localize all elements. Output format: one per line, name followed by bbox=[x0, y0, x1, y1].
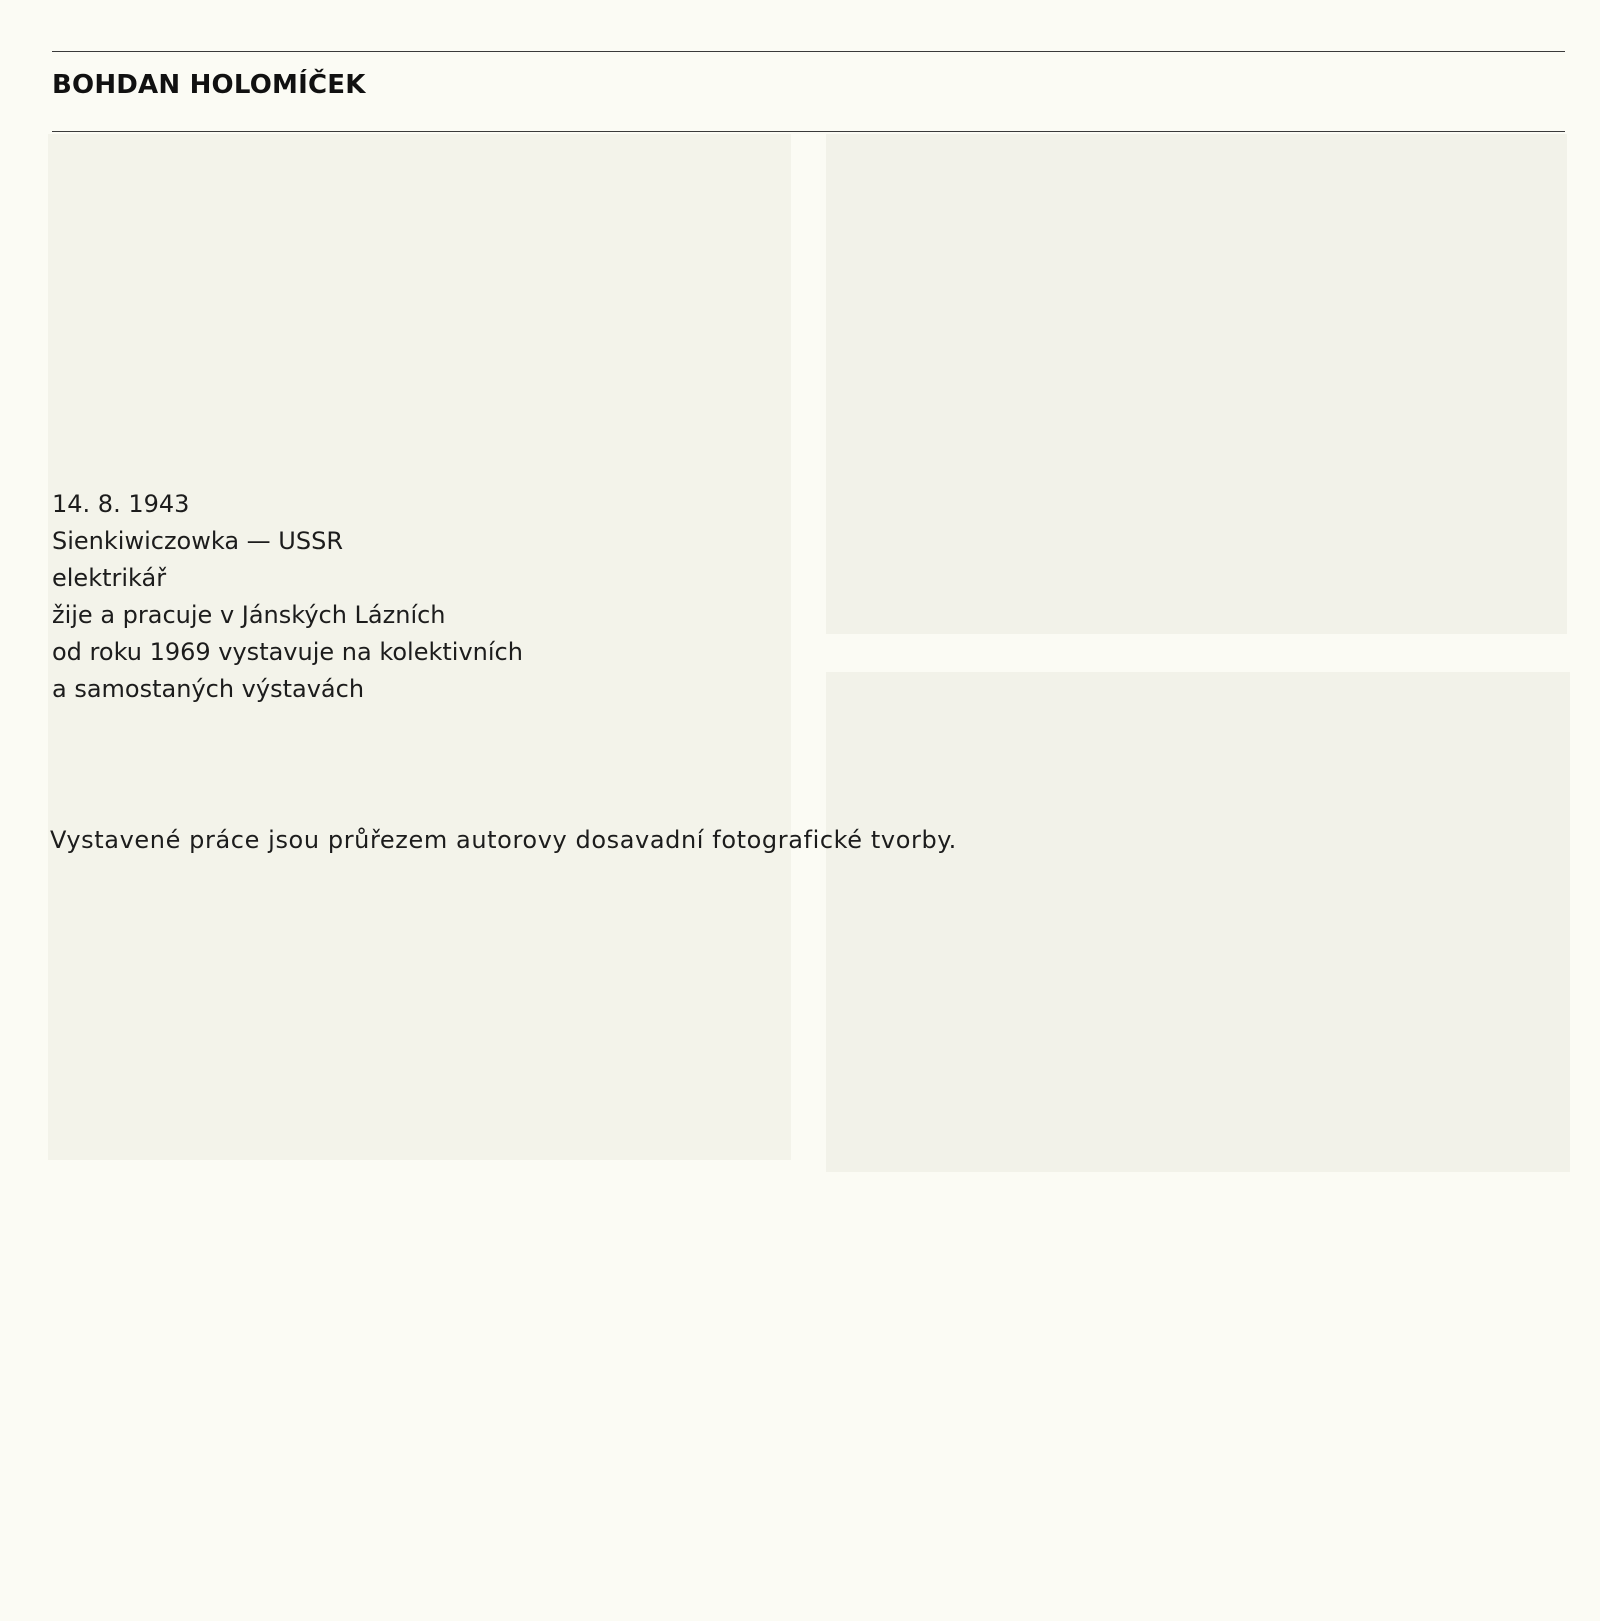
biography bbox=[52, 486, 523, 708]
bio-birth-date: 14. 8. 1943 bbox=[52, 490, 190, 518]
author-name: BOHDAN HOLOMÍČEK bbox=[52, 70, 366, 100]
photo-panel-right-top bbox=[826, 134, 1567, 634]
bio-birth-place: Sienkiwiczowka — USSR bbox=[52, 527, 343, 555]
bio-exhibitions-line-1: od roku 1969 vystavuje na kolektivních bbox=[52, 638, 523, 666]
exhibition-statement: Vystavené práce jsou průřezem autorovy dosavadní fotografické tvorby. bbox=[50, 826, 957, 854]
bio-residence: žije a pracuje v Jánských Lázních bbox=[52, 601, 446, 629]
header-bottom-rule bbox=[52, 131, 1565, 132]
top-rule bbox=[52, 51, 1565, 52]
photo-panel-right-bottom bbox=[826, 672, 1570, 1172]
bio-occupation: elektrikář bbox=[52, 564, 167, 592]
bio-exhibitions-line-2: a samostaných výstavách bbox=[52, 675, 365, 703]
